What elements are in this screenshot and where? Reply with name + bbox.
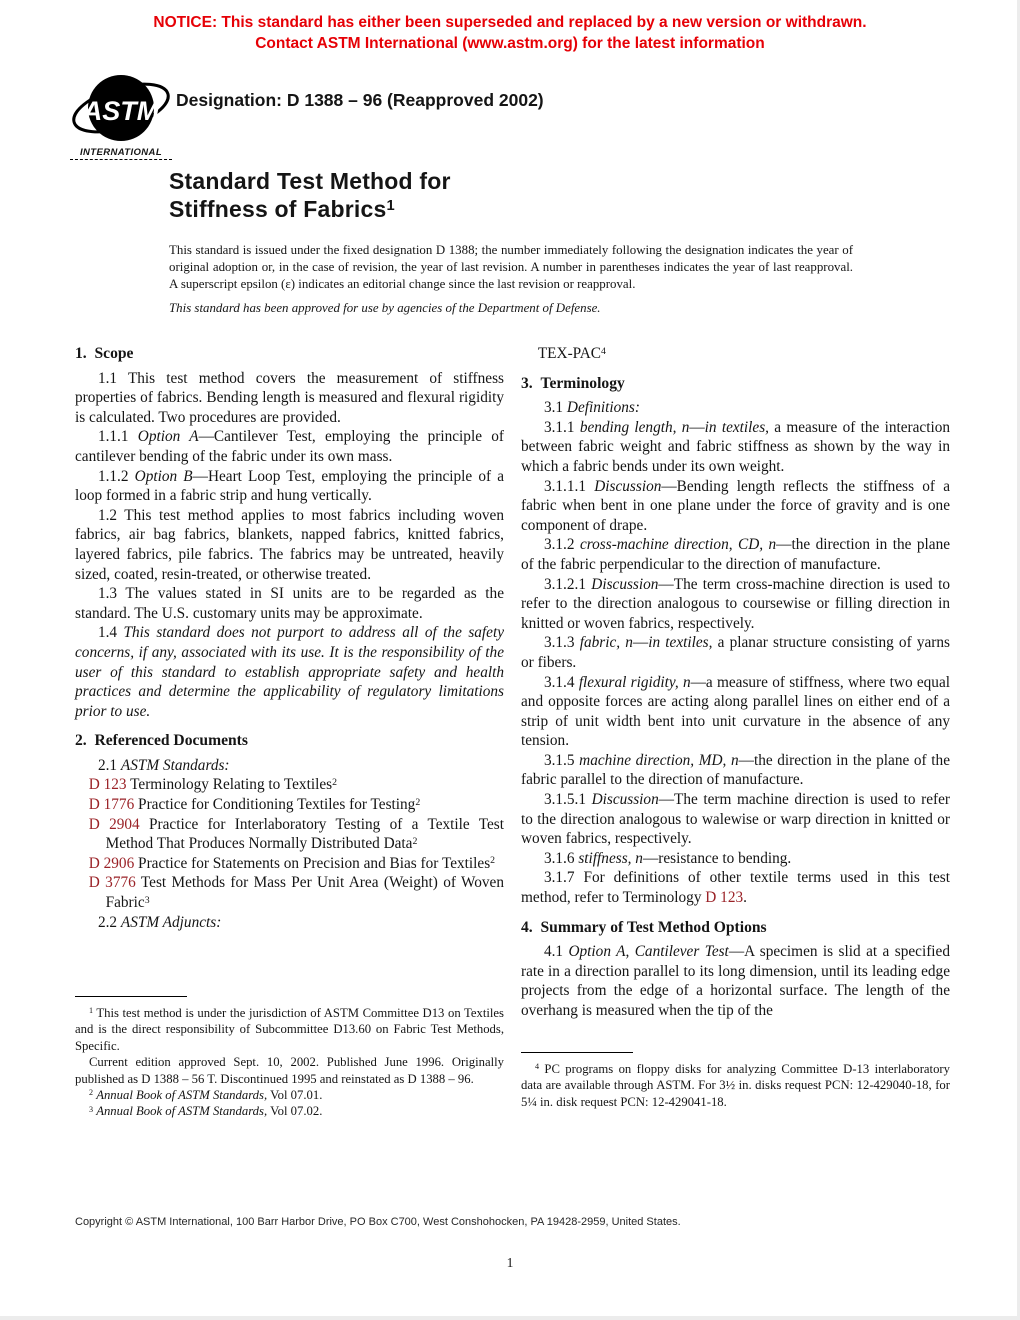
section-4-heading: 4. Summary of Test Method Options <box>521 918 767 936</box>
para-3-1: 3.1 Definitions: <box>543 399 640 417</box>
para-3-1-7: 3.1.7 For definitions of other textile terms used in this test method, refer to Terminology D 123. <box>521 869 950 907</box>
footnotes-left <box>75 996 504 1120</box>
footnote-separator-right <box>521 1052 633 1053</box>
astm-reference-link[interactable]: D 3776 <box>88 874 136 892</box>
para-1-4: 1.4 This standard does not purport to address all of the safety concerns, if any, associated with its use. It is the responsibility of the user of this standard to establish appropriate safety and health practices and determine the applicability of regulatory limitations prior to use. <box>75 624 505 720</box>
footnote-4: $^4$ PC programs on floppy disks for analyzing Committee D-13 interlaboratory data are available through ASTM. For 3½ in. disks request PCN: 12-429040-18, for 5¼ in. disk request PCN: 12-429041-18. <box>521 1062 950 1109</box>
para-3-1-3: 3.1.3 fabric, n—in textiles, a planar structure consisting of yarns or fibers. <box>521 634 950 671</box>
supersession-notice <box>0 13 1020 55</box>
reference-d3776: D 3776 Test Methods for Mass Per Unit Area (Weight) of Woven Fabric$^3$ <box>88 874 504 912</box>
para-3-1-1-1: 3.1.1.1 Discussion—Bending length reflects the stiffness of a fabric when bent in one plane under the force of gravity and is one component of drape. <box>521 477 950 534</box>
astm-reference-link[interactable]: D 2906 <box>88 854 135 872</box>
para-1-1-1: 1.1.1 Option A—Cantilever Test, employing the principle of cantilever bending of the fabric under its own mass. <box>75 428 504 465</box>
section-3-heading: 3. Terminology <box>521 374 625 392</box>
notice-line-2: Contact ASTM International (www.astm.org) for the latest information <box>255 34 765 52</box>
footnote-3: $^3$ Annual Book of ASTM Standards, Vol 07.02. <box>88 1104 323 1119</box>
astm-reference-link[interactable]: D 123 <box>88 776 127 794</box>
para-1-3: 1.3 The values stated in SI units are to be regarded as the standard. The U.S. customary units may be approximate. <box>75 585 504 622</box>
reference-d1776: D 1776 Practice for Conditioning Textiles for Testing$^2$ <box>88 796 421 814</box>
para-1-2: 1.2 This test method applies to most fabrics including woven fabrics, air bag fabrics, blankets, napped fabrics, knitted fabrics, layered fabrics, pile fabrics. The fabrics may be untreated, heavily sized, coated, resin-treated, or otherwise treated. <box>75 506 504 583</box>
para-3-1-1: 3.1.1 bending length, n—in textiles, a measure of the interaction between fabric weight and fabric stiffness as shown by the way in which a fabric bends under its own weight. <box>521 418 950 475</box>
para-3-1-4: 3.1.4 flexural rigidity, n—a measure of stiffness, where two equal and opposite forces are acting along parallel lines on either end of a strip of unit width bent into unit curvature in the absence of any tension. <box>521 673 950 750</box>
reference-d2906: D 2906 Practice for Statements on Precision and Bias for Textiles$^2$ <box>88 854 496 872</box>
right-column <box>521 344 950 1136</box>
astm-logo <box>70 68 172 160</box>
para-3-1-2-1: 3.1.2.1 Discussion—The term cross-machine direction is used to refer to the direction analogous to coursewise or filling direction in knitted or woven fabrics, respectively. <box>521 575 950 632</box>
astm-globe-icon <box>71 68 171 150</box>
designation-line: Designation: D 1388 – 96 (Reapproved 2002) <box>176 90 544 110</box>
reference-d2904: D 2904 Practice for Interlaboratory Testing of a Textile Test Method That Produces Normally Distributed Data$^2$ <box>88 815 505 853</box>
para-1-1-2: 1.1.2 Option B—Heart Loop Test, employing the principle of a loop formed in a fabric strip and hung vertically. <box>75 467 504 505</box>
copyright-line: Copyright © ASTM International, 100 Barr Harbor Drive, PO Box C700, West Conshohocken, PA 19428-2959, United States. <box>75 1216 681 1228</box>
astm-reference-link[interactable]: D 123 <box>705 889 744 907</box>
preamble-text: This standard is issued under the fixed designation D 1388; the number immediately following the designation indicates the year of original adoption or, in the case of revision, the year of last revision. A number in parentheses indicates the year of last reapproval. A superscript epsilon (ε) indicates an editorial change since the last revision or reapproval. <box>169 243 853 291</box>
para-2-2: 2.2 ASTM Adjuncts: <box>97 913 222 931</box>
section-2-heading: 2. Referenced Documents <box>75 732 248 750</box>
para-2-1: 2.1 ASTM Standards: <box>97 756 230 774</box>
title-line-2: Stiffness of Fabrics$^1$ <box>169 196 395 222</box>
para-4-1: 4.1 Option A, Cantilever Test—A specimen is slid at a specified rate in a direction parallel to its long dimension, until its leading edge projects from the edge of a horizontal surface. The length of the overhang is measured when the tip of the <box>521 943 950 1019</box>
left-column <box>75 344 504 1136</box>
para-3-1-5: 3.1.5 machine direction, MD, n—the direction in the plane of the fabric parallel to the direction of manufacture. <box>521 751 950 789</box>
section-1-heading: 1. Scope <box>75 345 134 362</box>
notice-line-1: NOTICE: This standard has either been superseded and replaced by a new version or withdrawn. <box>153 14 867 31</box>
adjunct-tex-pac: TEX-PAC$^4$ <box>537 345 606 362</box>
footnote-separator-left <box>75 996 187 997</box>
page-number: 1 <box>506 1255 514 1270</box>
footnote-1: $^1$ This test method is under the jurisdiction of ASTM Committee D13 on Textiles and is the direct responsibility of Subcommittee D13.60 on Fabric Test Methods, Specific. <box>75 1006 504 1053</box>
astm-reference-link[interactable]: D 2904 <box>88 815 140 833</box>
astm-logo-international-text: INTERNATIONAL <box>70 147 172 160</box>
footnote-2: $^2$ Annual Book of ASTM Standards, Vol 07.01. <box>88 1088 323 1103</box>
para-3-1-2: 3.1.2 cross-machine direction, CD, n—the direction in the plane of the fabric perpendicular to the direction of manufacture. <box>521 536 951 573</box>
dod-approval-note: This standard has been approved for use by agencies of the Department of Defense. <box>169 301 601 315</box>
astm-reference-link[interactable]: D 1776 <box>88 796 135 814</box>
title-line-1: Standard Test Method for <box>169 168 451 194</box>
para-3-1-5-1: 3.1.5.1 Discussion—The term machine direction is used to refer to the direction analogous to walewise or warp direction in knitted or woven fabrics, respectively. <box>521 791 950 848</box>
footnote-edition: Current edition approved Sept. 10, 2002. Published June 1996. Originally published as D 1388 – 56 T. Discontinued 1995 and reinstated as D 1388 – 96. <box>75 1055 504 1086</box>
astm-logo-letters: ASTM <box>82 96 160 126</box>
para-1-1: 1.1 This test method covers the measurement of stiffness properties of fabrics. Bending length is measured and flexural rigidity is calculated. Two procedures are provided. <box>75 369 504 426</box>
reference-d123: D 123 Terminology Relating to Textiles$^2$ <box>88 776 337 794</box>
para-3-1-6: 3.1.6 stiffness, n—resistance to bending. <box>543 849 792 867</box>
document-title <box>169 167 451 223</box>
footnotes-right <box>521 1052 950 1110</box>
